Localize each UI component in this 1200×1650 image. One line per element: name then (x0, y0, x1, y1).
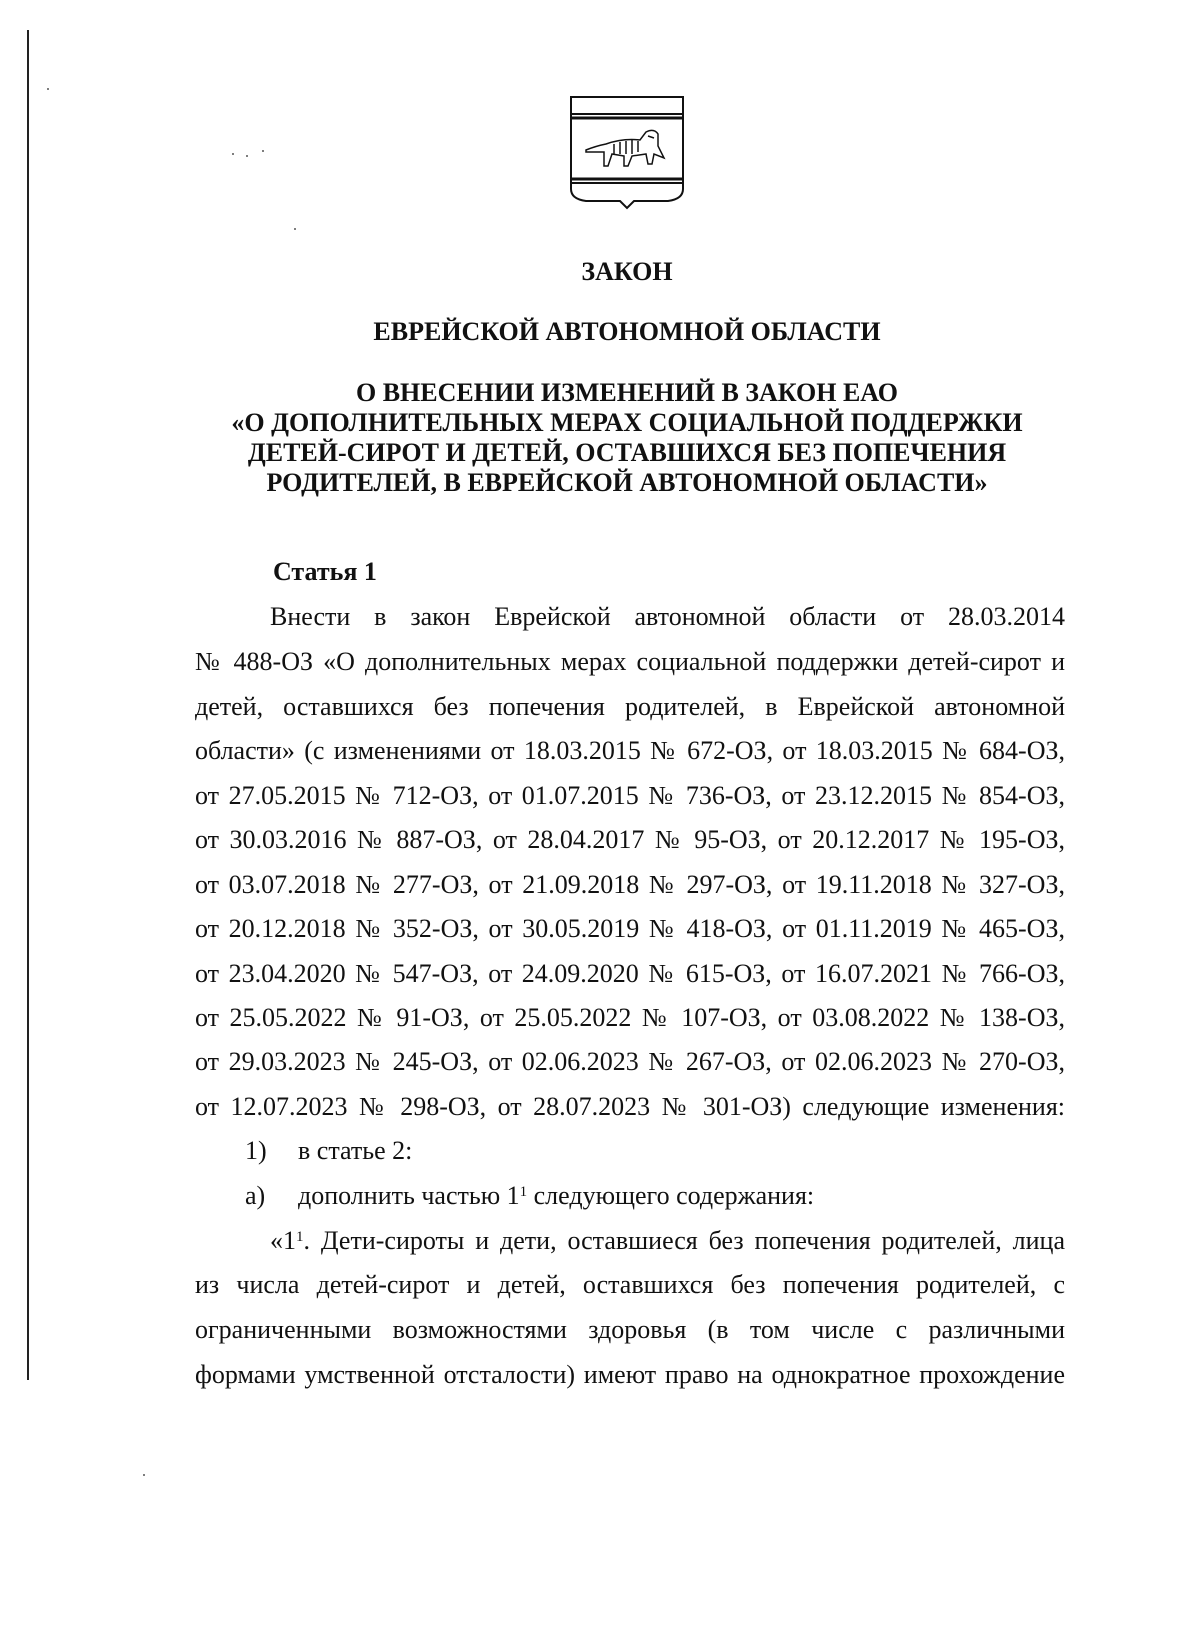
doc-type-heading: ЗАКОН (581, 257, 673, 286)
body-line: от 30.03.2016 № 887-ОЗ, от 28.04.2017 № 95-ОЗ, от 20.12.2017 № 195-ОЗ, (195, 825, 1065, 854)
scan-speck (143, 1474, 145, 1476)
subitem-text-part: дополнить частью 1 (298, 1181, 520, 1210)
quote-line (270, 1226, 1065, 1256)
superscript: 1 (519, 1184, 528, 1200)
quote-line: ограниченными возможностями здоровья (в том числе с различными (195, 1315, 1065, 1344)
article-heading: Статья 1 (273, 557, 377, 586)
scan-speck (294, 228, 296, 230)
quote-line: из числа детей-сирот и детей, оставшихся без попечения родителей, с (195, 1270, 1065, 1299)
quote-text-part: «1 (270, 1226, 296, 1255)
subitem-letter: а) (245, 1181, 266, 1210)
body-line: от 12.07.2023 № 298-ОЗ, от 28.07.2023 № 301-ОЗ) следующие изменения: (195, 1092, 1065, 1121)
tiger-icon (586, 130, 664, 166)
body-line: от 20.12.2018 № 352-ОЗ, от 30.05.2019 № 418-ОЗ, от 01.11.2019 № 465-ОЗ, (195, 914, 1065, 943)
body-line: от 29.03.2023 № 245-ОЗ, от 02.06.2023 № 267-ОЗ, от 02.06.2023 № 270-ОЗ, (195, 1047, 1065, 1076)
law-title-line: О ВНЕСЕНИИ ИЗМЕНЕНИЙ В ЗАКОН ЕАО (355, 378, 899, 407)
quote-line: формами умственной отсталости) имеют право на однократное прохождение (195, 1360, 1065, 1389)
item-text: в статье 2: (298, 1136, 413, 1165)
superscript: 1 (296, 1229, 304, 1245)
scan-speck (246, 155, 248, 157)
body-line: Внести в закон Еврейской автономной области от 28.03.2014 (270, 602, 1065, 631)
scan-edge-line (27, 30, 29, 1380)
body-line: от 23.04.2020 № 547-ОЗ, от 24.09.2020 № 615-ОЗ, от 16.07.2021 № 766-ОЗ, (195, 959, 1065, 988)
body-line: детей, оставшихся без попечения родителей, в Еврейской автономной (195, 692, 1065, 721)
coat-of-arms-emblem (568, 94, 686, 214)
law-title-line: РОДИТЕЛЕЙ, В ЕВРЕЙСКОЙ АВТОНОМНОЙ ОБЛАСТИ» (266, 468, 988, 497)
subitem-text (298, 1181, 814, 1211)
subitem-text-part: следующего содержания: (527, 1181, 815, 1210)
item-number: 1) (245, 1136, 267, 1165)
scan-speck (47, 88, 49, 90)
law-title-line: «О ДОПОЛНИТЕЛЬНЫХ МЕРАХ СОЦИАЛЬНОЙ ПОДДЕРЖКИ (231, 408, 1023, 437)
quote-text-part: . Дети-сироты и дети, оставшиеся без попечения родителей, лица (303, 1226, 1065, 1255)
body-line: от 03.07.2018 № 277-ОЗ, от 21.09.2018 № 297-ОЗ, от 19.11.2018 № 327-ОЗ, (195, 870, 1065, 899)
body-line: области» (с изменениями от 18.03.2015 № 672-ОЗ, от 18.03.2015 № 684-ОЗ, (195, 736, 1065, 765)
scan-speck (232, 153, 234, 155)
region-heading: ЕВРЕЙСКОЙ АВТОНОМНОЙ ОБЛАСТИ (373, 317, 881, 346)
body-line: от 27.05.2015 № 712-ОЗ, от 01.07.2015 № 736-ОЗ, от 23.12.2015 № 854-ОЗ, (195, 781, 1065, 810)
scan-speck (262, 150, 264, 152)
body-line: № 488-ОЗ «О дополнительных мерах социальной поддержки детей-сирот и (195, 647, 1065, 676)
body-line: от 25.05.2022 № 91-ОЗ, от 25.05.2022 № 107-ОЗ, от 03.08.2022 № 138-ОЗ, (195, 1003, 1065, 1032)
law-title-line: ДЕТЕЙ-СИРОТ И ДЕТЕЙ, ОСТАВШИХСЯ БЕЗ ПОПЕЧЕНИЯ (247, 438, 1007, 467)
